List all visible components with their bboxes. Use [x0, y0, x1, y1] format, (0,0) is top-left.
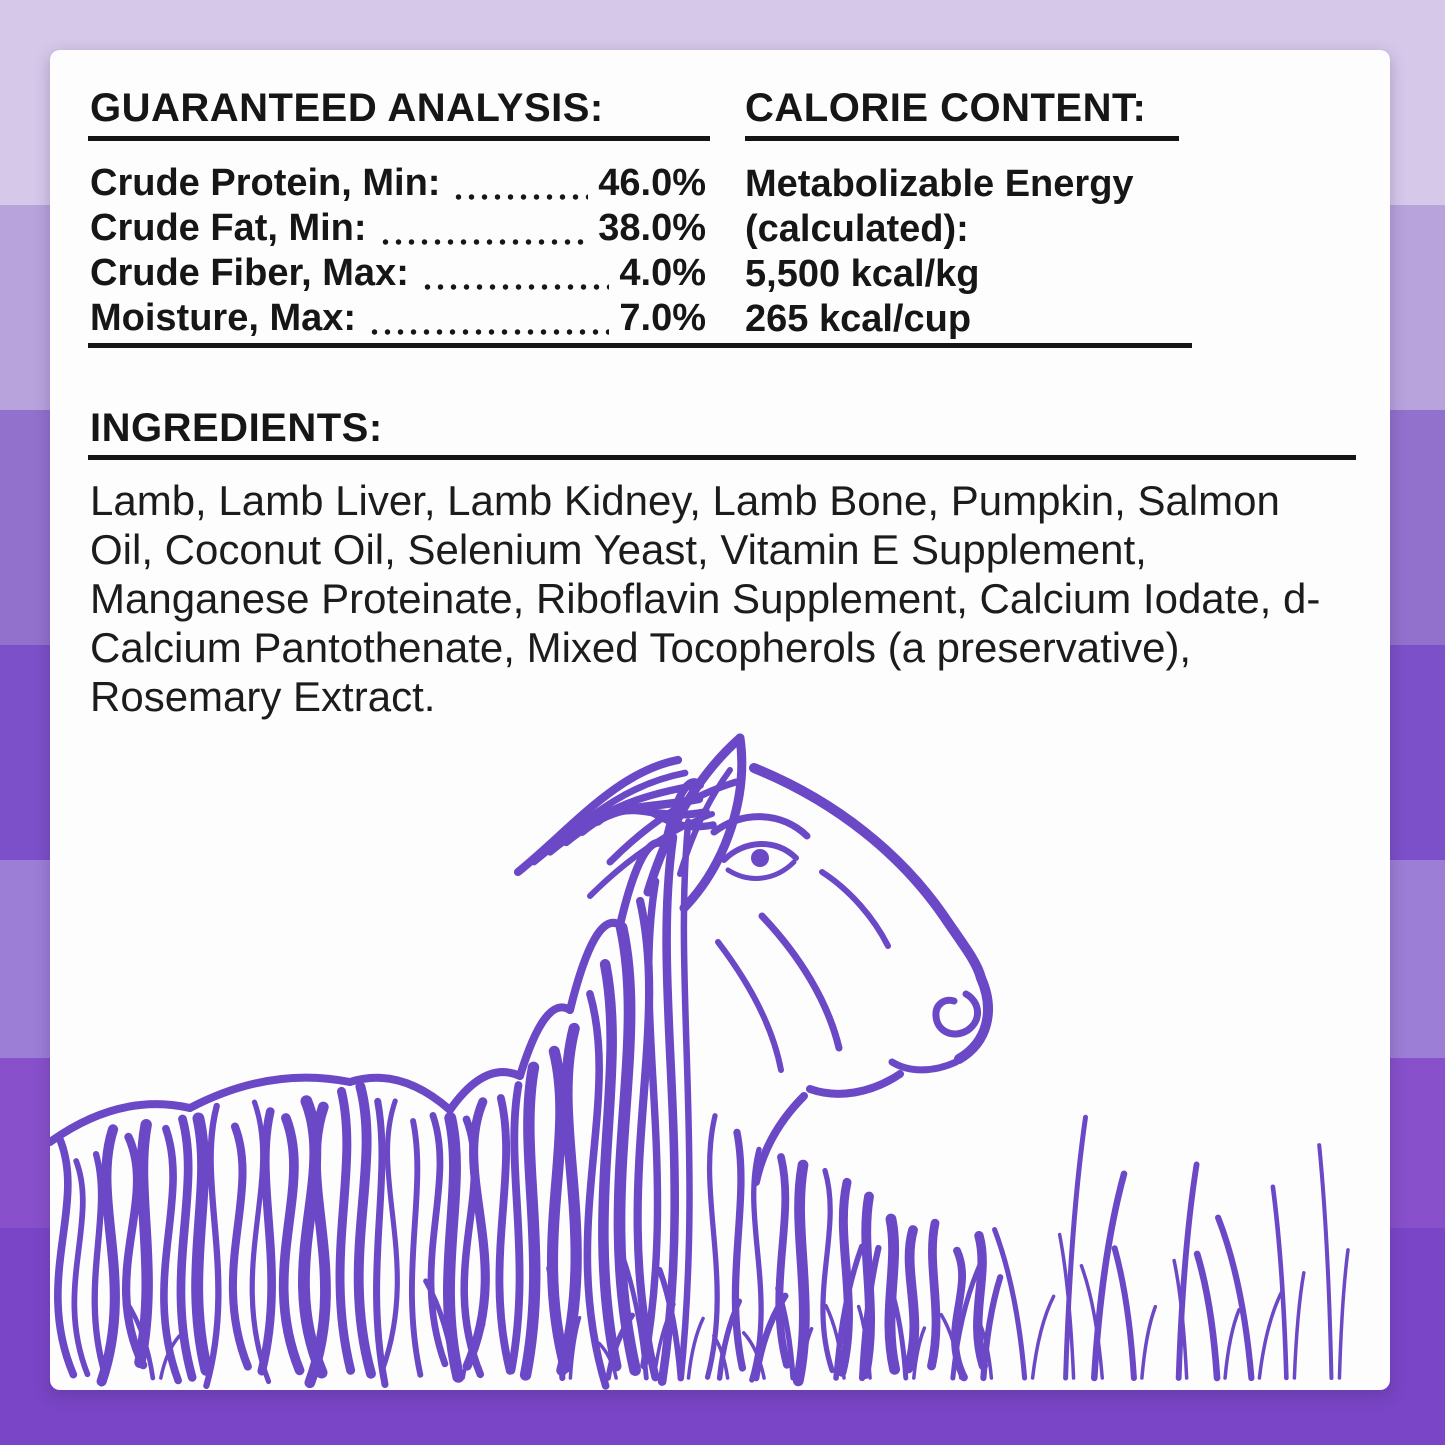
calorie-line: Metabolizable Energy: [745, 163, 1134, 205]
analysis-row-label: Crude Protein, Min:: [90, 162, 441, 204]
calorie-line: 5,500 kcal/kg: [745, 253, 980, 295]
analysis-row-value: 4.0%: [619, 252, 706, 294]
calorie-line: 265 kcal/cup: [745, 298, 972, 340]
analysis-row-label: Crude Fiber, Max:: [90, 252, 409, 294]
lamb-eye-pupil: [751, 849, 769, 867]
table-row: [90, 207, 706, 252]
calorie-content-title-rule: [745, 136, 1179, 141]
label-card: [50, 50, 1390, 1390]
analysis-row-value: 46.0%: [598, 162, 706, 204]
dot-leader: [421, 284, 610, 290]
ingredients-text: Lamb, Lamb Liver, Lamb Kidney, Lamb Bone, Pumpkin, Salmon Oil, Coconut Oil, Selenium Yeast, Vitamin E Supplement, Manganese Proteinate, Riboflavin Supplement, Calcium Iodate, d-Calcium Pantothenate, Mixed Tocopherols (a preservative), Rosemary Extract.: [90, 477, 1321, 720]
table-row: [90, 162, 706, 207]
analysis-row-value: 7.0%: [619, 297, 706, 339]
section-divider-rule: [88, 343, 1192, 348]
calorie-content-title: CALORIE CONTENT:: [745, 86, 1147, 130]
analysis-row-value: 38.0%: [598, 207, 706, 249]
lamb-line-art-svg: [50, 710, 1390, 1390]
dot-leader: [368, 329, 609, 335]
analysis-row-label: Moisture, Max:: [90, 297, 357, 339]
dot-leader: [452, 194, 588, 200]
ingredients-title: INGREDIENTS:: [90, 406, 383, 450]
guaranteed-analysis-title-rule: [88, 136, 710, 141]
ingredients-title-rule: [88, 455, 1356, 460]
lamb-illustration: [50, 710, 1390, 1390]
calorie-content-block: [745, 162, 1134, 342]
analysis-row-label: Crude Fat, Min:: [90, 207, 367, 249]
table-row: [90, 252, 706, 297]
guaranteed-analysis-title: GUARANTEED ANALYSIS:: [90, 86, 604, 130]
table-row: [90, 297, 706, 342]
calorie-line: (calculated):: [745, 208, 969, 250]
dot-leader: [379, 239, 589, 245]
guaranteed-analysis-table: [90, 162, 706, 342]
lamb-art-group: [50, 738, 1348, 1386]
lamb-fleece-strokes: [50, 760, 983, 1386]
